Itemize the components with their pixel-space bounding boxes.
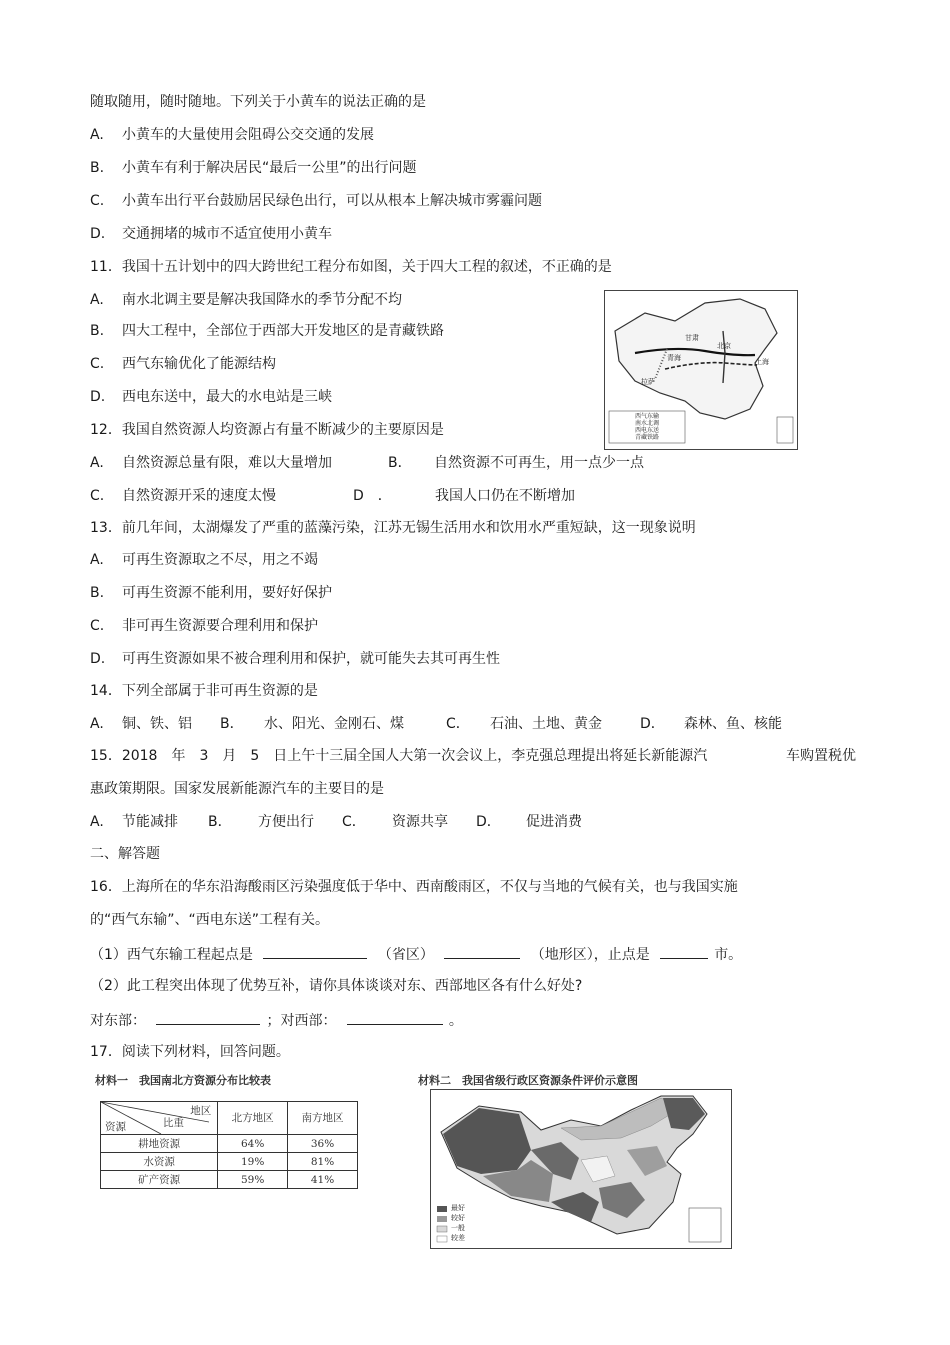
- q13-option-c: C. 非可再生资源要合理利用和保护: [90, 618, 318, 634]
- q16-part1: （1）西气东输工程起点是 （省区） （地形区），止点是 市。: [90, 944, 742, 964]
- map-label-qinghai: 青海: [667, 354, 681, 362]
- table-row: 耕地资源 64% 36%: [101, 1135, 358, 1153]
- q16-part2: （2）此工程突出体现了优势互补，请你具体谈谈对东、西部地区各有什么好处?: [90, 978, 583, 994]
- q10-stem: 随取随用，随时随地。下列关于小黄车的说法正确的是: [90, 94, 426, 110]
- q14-option-c: C． 石油、土地、黄金: [446, 716, 602, 732]
- q14-option-d: D． 森林、鱼、核能: [640, 716, 782, 732]
- q14-option-a: A. 铜、铁、铝: [90, 716, 192, 732]
- map-label-lasa: 拉萨: [641, 378, 655, 386]
- q10-option-d: D. 交通拥堵的城市不适宜使用小黄车: [90, 226, 332, 242]
- q13-option-a: A. 可再生资源取之不尽，用之不竭: [90, 552, 318, 568]
- q12-option-b: B． 自然资源不可再生，用一点少一点: [388, 455, 644, 471]
- q15-option-b: B． 方便出行: [208, 814, 314, 830]
- q13-stem: 13．前几年间，太湖爆发了严重的蓝藻污染，江苏无锡生活用水和饮用水严重短缺，这一现象说明: [90, 520, 696, 536]
- q16-blank-east[interactable]: [156, 1010, 260, 1025]
- region-xinjiang-dark: [443, 1108, 531, 1174]
- q10-option-b: B. 小黄车有利于解决居民“最后一公里”的出行问题: [90, 160, 417, 176]
- q16-stem-line1: 16．上海所在的华东沿海酸雨区污染强度低于华中、西南酸雨区，不仅与当地的气候有关，也与我国实施: [90, 879, 738, 895]
- q15-option-c: C． 资源共享: [342, 814, 448, 830]
- map-label-beijing: 北京: [717, 342, 731, 350]
- q15-stem-line1-end: 车购置税优: [786, 748, 856, 764]
- map2-legend: 最好 较好 一般 较差: [451, 1204, 465, 1242]
- section-heading: 二、解答题: [90, 846, 160, 862]
- q13-option-b: B. 可再生资源不能利用，要好好保护: [90, 585, 332, 601]
- q15-option-a: A. 节能减排: [90, 814, 178, 830]
- q10-option-c: C. 小黄车出行平台鼓励居民绿色出行，可以从根本上解决城市雾霾问题: [90, 193, 542, 209]
- q10-option-a: A. 小黄车的大量使用会阻碍公交交通的发展: [90, 127, 374, 143]
- table-corner-header: 地区 比重 资源: [101, 1102, 218, 1135]
- legend-swatch-good: [437, 1216, 447, 1222]
- q13-option-d: D. 可再生资源如果不被合理利用和保护，就可能失去其可再生性: [90, 651, 500, 667]
- col-north: 北方地区: [218, 1102, 288, 1135]
- china-outline: [615, 299, 777, 419]
- q11-option-d: D. 西电东送中，最大的水电站是三峡: [90, 389, 332, 405]
- map-label-gansu: 甘肃: [685, 334, 699, 342]
- legend-swatch-average: [437, 1226, 447, 1232]
- material1-title: 材料一 我国南北方资源分布比较表: [95, 1074, 271, 1087]
- legend-swatch-poor: [437, 1236, 447, 1242]
- south-sea-inset: [777, 417, 793, 443]
- q11-option-b: B. 四大工程中，全部位于西部大开发地区的是青藏铁路: [90, 323, 444, 339]
- q14-stem: 14．下列全部属于非可再生资源的是: [90, 683, 318, 699]
- q11-option-c: C. 西气东输优化了能源结构: [90, 356, 276, 372]
- map-label-shanghai: 上海: [755, 358, 769, 366]
- q12-stem: 12．我国自然资源人均资源占有量不断减少的主要原因是: [90, 422, 444, 438]
- q15-option-d: D． 促进消费: [476, 814, 582, 830]
- table-row: 水资源 19% 81%: [101, 1153, 358, 1171]
- q12-option-d: D ． 我国人口仍在不断增加: [353, 488, 575, 504]
- q17-stem: 17．阅读下列材料，回答问题。: [90, 1044, 290, 1060]
- q12-option-c: C. 自然资源开采的速度太慢: [90, 488, 276, 504]
- col-south: 南方地区: [288, 1102, 358, 1135]
- province-map-figure: [431, 1090, 731, 1248]
- q16-answer-line: 对东部： ；对西部： 。: [90, 1010, 463, 1030]
- q16-blank-province[interactable]: [263, 944, 367, 959]
- q14-option-b: B． 水、阳光、金刚石、煤: [220, 716, 404, 732]
- china-map-figure: [605, 291, 797, 449]
- table-row: 矿产资源 59% 41%: [101, 1171, 358, 1189]
- q16-stem-line2: 的“西气东输”、“西电东送”工程有关。: [90, 912, 330, 928]
- material2-title: 材料二 我国省级行政区资源条件评价示意图: [418, 1074, 638, 1087]
- q15-stem-line2: 惠政策期限。国家发展新能源汽车的主要目的是: [90, 781, 384, 797]
- south-sea-inset-2: [689, 1208, 721, 1242]
- q16-blank-landform[interactable]: [444, 944, 520, 959]
- q11-option-a: A. 南水北调主要是解决我国降水的季节分配不均: [90, 292, 402, 308]
- q11-stem: 11．我国十五计划中的四大跨世纪工程分布如图，关于四大工程的叙述，不正确的是: [90, 259, 612, 275]
- map-legend: 西气东输 南水北调 西电东送 青藏铁路: [635, 413, 660, 441]
- q15-stem-line1: 15．2018 年 3 月 5 日上午十三届全国人大第一次会议上，李克强总理提出将延长新能源汽: [90, 748, 708, 764]
- resource-evaluation-map: [430, 1089, 732, 1249]
- legend-swatch-best: [437, 1206, 447, 1212]
- q12-option-a: A. 自然资源总量有限，难以大量增加: [90, 455, 332, 471]
- four-projects-map: [604, 290, 798, 450]
- q16-blank-west[interactable]: [347, 1010, 443, 1025]
- resource-comparison-table: [100, 1101, 358, 1189]
- q16-blank-city[interactable]: [660, 944, 708, 959]
